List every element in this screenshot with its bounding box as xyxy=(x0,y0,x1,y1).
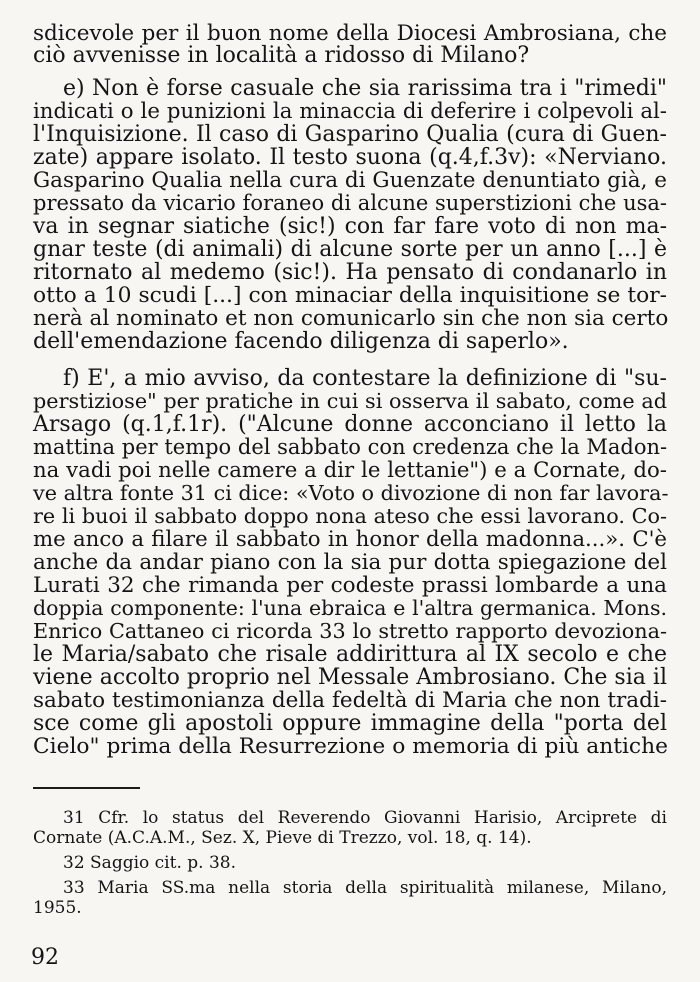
text-line: Lurati 32 che rimanda per codeste prassi lombarde a una xyxy=(33,573,667,598)
text-line: indicati o le punizioni la minaccia di deferire i colpevoli al- xyxy=(33,99,667,124)
text-line: ciò avvenisse in località a ridosso di Milano? xyxy=(33,43,530,68)
text-line: doppia componente: l'una ebraica e l'altra germanica. Mons. xyxy=(33,596,667,620)
footnote-divider xyxy=(33,787,140,789)
page-number: 92 xyxy=(31,945,59,970)
text-line: re li buoi il sabbato doppo nona ateso che essi lavorano. Co- xyxy=(33,504,667,528)
text-line: Enrico Cattaneo ci ricorda 33 lo stretto rapporto devoziona- xyxy=(33,619,667,643)
text-line: mattina per tempo del sabbato con credenza che la Madon- xyxy=(33,435,668,459)
text-line: ritornato al medemo (sic!). Ha pensato di condanarlo in xyxy=(33,260,667,285)
footnote-line: 32 Saggio cit. p. 38. xyxy=(63,853,236,873)
text-line: e) Non è forse casuale che sia rarissima tra i "rimedi" xyxy=(63,76,667,101)
footnote-line: 33 Maria SS.ma nella storia della spiritualità milanese, Milano, xyxy=(63,878,667,898)
text-line: f) E', a mio avviso, da contestare la definizione di "su- xyxy=(63,366,667,391)
text-line: pressato da vicario foraneo di alcune superstizioni che usa- xyxy=(33,191,667,215)
text-line: gnar teste (di animali) di alcune sorte per un anno [...] è xyxy=(33,237,667,262)
text-line: sabato testimonianza della fedeltà di Maria che non tradi- xyxy=(33,688,667,713)
text-line: otto a 10 scudi [...] con minaciar della inquisitione se tor- xyxy=(33,283,667,308)
text-line: va in segnar siatiche (sic!) con far fare voto di non ma- xyxy=(33,214,667,239)
text-line: anche da andar piano con la sia pur dotta spiegazione del xyxy=(33,550,667,575)
footnote-line: 31 Cfr. lo status del Reverendo Giovanni Harisio, Arciprete di xyxy=(63,808,667,828)
text-line: Cielo" prima della Resurrezione o memoria di più antiche xyxy=(33,734,668,759)
text-line: sce come gli apostoli oppure immagine della "porta del xyxy=(33,711,667,736)
footnote-line: 1955. xyxy=(33,898,82,918)
text-line: Gasparino Qualia nella cura di Guenzate denuntiato già, e xyxy=(33,168,667,193)
text-line: dell'emendazione facendo diligenza di saperlo». xyxy=(33,329,569,354)
text-line: l'Inquisizione. Il caso di Gasparino Qualia (cura di Guen- xyxy=(33,122,667,147)
text-line: na vadi poi nelle camere a dir le lettanie") e a Cornate, do- xyxy=(33,458,667,483)
text-line: perstiziose" per pratiche in cui si osserva il sabato, come ad xyxy=(33,389,667,413)
text-line: viene accolto proprio nel Messale Ambrosiano. Che sia il xyxy=(33,665,667,690)
text-line: zate) appare isolato. Il testo suona (q.4,f.3v): «Nerviano. xyxy=(33,145,667,170)
text-line: nerà al nominato et non comunicarlo sin che non sia certo xyxy=(33,306,669,331)
text-line: Arsago (q.1,f.1r). ("Alcune donne acconciano il letto la xyxy=(33,412,667,437)
text-line: me anco a filare il sabbato in honor della madonna...». C'è xyxy=(33,527,667,552)
text-line: le Maria/sabato che risale addirittura al IX secolo e che xyxy=(33,642,667,667)
text-line: ve altra fonte 31 ci dice: «Voto o divozione di non far lavora- xyxy=(33,481,669,505)
footnote-line: Cornate (A.C.A.M., Sez. X, Pieve di Trezzo, vol. 18, q. 14). xyxy=(33,828,532,848)
text-line: sdicevole per il buon nome della Diocesi Ambrosiana, che xyxy=(33,21,667,46)
